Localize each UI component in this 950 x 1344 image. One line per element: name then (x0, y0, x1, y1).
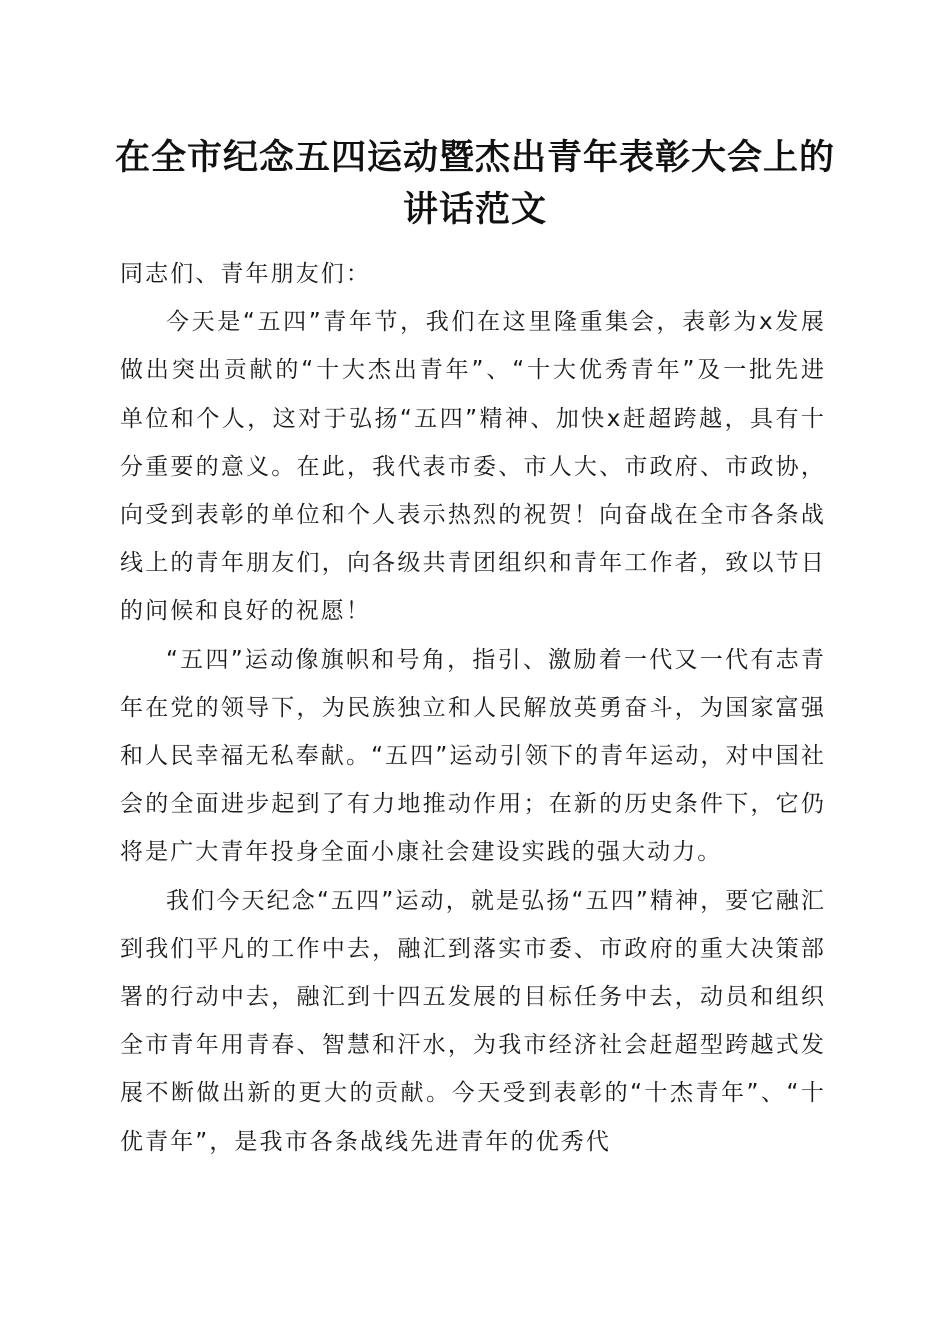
title-line-1: 在全市纪念五四运动暨杰出青年表彰大会上的 (114, 137, 835, 178)
paragraph-2: “五四”运动像旗帜和号角，指引、激励着一代又一代有志青年在党的领导下，为民族独立和人民解放英勇奋斗，为国家富强和人民幸福无私奉献。“五四”运动引领下的青年运动，对中国社会的全面进步起到了有力地推动作用；在新的历史条件下，它仍将是广大青年投身全面小康社会建设实践的强大动力。 (120, 646, 826, 866)
salutation: 同志们、青年朋友们： (120, 261, 371, 287)
title-line-2: 讲话范文 (402, 189, 547, 230)
document-body (120, 250, 826, 1166)
paragraph-3: 我们今天纪念“五四”运动，就是弘扬“五四”精神，要它融汇到我们平凡的工作中去，融汇到落实市委、市政府的重大决策部署的行动中去，融汇到十四五发展的目标任务中去，动员和组织全市青年用青春、智慧和汗水，为我市经济社会赶超型跨越式发展不断做出新的更大的贡献。今天受到表彰的“十杰青年”、“十优青年”，是我市各条战线先进青年的优秀代 (120, 887, 826, 1155)
document-title (100, 132, 850, 236)
paragraph-1: 今天是“五四”青年节，我们在这里隆重集会，表彰为x发展做出突出贡献的“十大杰出青年”、“十大优秀青年”及一批先进单位和个人，这对于弘扬“五四”精神、加快x赶超跨越，具有十分重要的意义。在此，我代表市委、市人大、市政府、市政协，向受到表彰的单位和个人表示热烈的祝贺！向奋战在全市各条战线上的青年朋友们，向各级共青团组织和青年工作者，致以节日的问候和良好的祝愿！ (120, 309, 826, 625)
